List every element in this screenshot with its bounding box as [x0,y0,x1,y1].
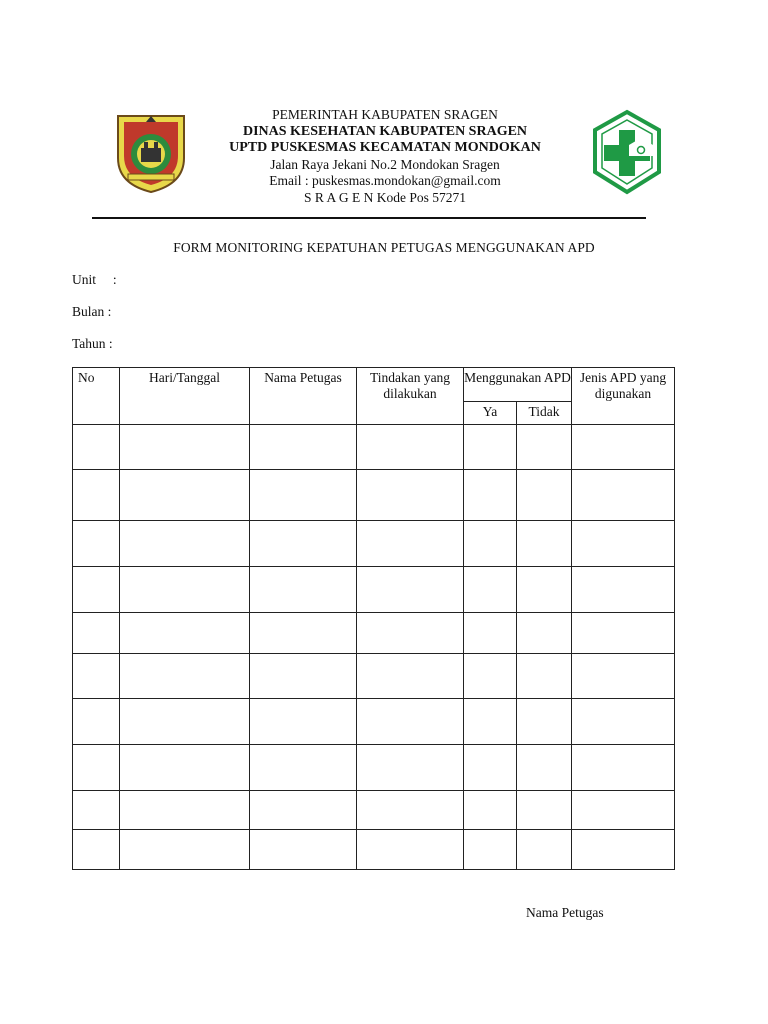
table-row [73,745,675,791]
table-cell [517,425,572,470]
table-cell [357,830,464,870]
table-row [73,470,675,521]
table-row [73,654,675,699]
table-cell [73,521,120,567]
table-cell [73,425,120,470]
table-cell [250,613,357,654]
postal-code: S R A G E N Kode Pos 57271 [303,189,467,205]
table-cell [517,791,572,830]
table-cell [517,699,572,745]
header-jenis-apd: Jenis APD yang digunakan [572,368,675,425]
signature-label: Nama Petugas [526,905,604,920]
table-cell [357,791,464,830]
table-cell [357,567,464,613]
puskesmas-name: UPTD PUSKESMAS KECAMATAN MONDOKAN [229,140,541,155]
table-cell [120,521,250,567]
tahun-field-label: Tahun : [72,336,113,351]
table-cell [73,791,120,830]
table-cell [517,745,572,791]
table-cell [73,654,120,699]
table-cell [73,745,120,791]
table-cell [120,699,250,745]
health-office-name: DINAS KESEHATAN KABUPATEN SRAGEN [242,123,528,139]
table-cell [464,470,517,521]
table-cell [572,567,675,613]
table-cell [517,613,572,654]
header-hari-tanggal: Hari/Tanggal [120,368,250,425]
table-cell [357,425,464,470]
table-cell [120,830,250,870]
table-cell [572,830,675,870]
table-cell [517,567,572,613]
table-cell [250,654,357,699]
sragen-emblem-icon [110,108,192,194]
table-cell [464,567,517,613]
table-body [73,425,675,870]
table-cell [357,613,464,654]
table-cell [517,470,572,521]
puskesmas-cross-icon [583,108,671,196]
table-cell [464,699,517,745]
table-cell [517,654,572,699]
table-cell [120,567,250,613]
table-cell [120,745,250,791]
table-cell [250,699,357,745]
table-cell [357,699,464,745]
bulan-field-label: Bulan : [72,304,112,319]
table-cell [464,425,517,470]
table-cell [250,830,357,870]
table-cell [120,613,250,654]
table-cell [517,521,572,567]
table-cell [572,745,675,791]
table-cell [120,791,250,830]
form-title: FORM MONITORING KEPATUHAN PETUGAS MENGGUNAKAN APD [173,240,595,255]
puskesmas-logo [583,108,671,196]
header-no: No [73,368,120,425]
table-cell [464,791,517,830]
letterhead [190,107,580,206]
table-cell [250,745,357,791]
table-cell [250,567,357,613]
table-cell [357,654,464,699]
email: Email : puskesmas.mondokan@gmail.com [269,173,501,188]
table-row [73,521,675,567]
table-row [73,425,675,470]
table-cell [464,745,517,791]
table-cell [73,567,120,613]
table-cell [572,791,675,830]
table-cell [120,470,250,521]
table-cell [572,521,675,567]
table-row [73,567,675,613]
table-cell [250,425,357,470]
table-cell [73,699,120,745]
table-cell [464,654,517,699]
table-cell [572,425,675,470]
header-ya: Ya [464,402,517,425]
table-cell [517,830,572,870]
table-cell [572,470,675,521]
monitoring-table [72,367,675,870]
table-cell [357,521,464,567]
table-row [73,699,675,745]
table-cell [464,613,517,654]
table-cell [73,470,120,521]
table-cell [250,791,357,830]
table-cell [572,654,675,699]
header-tindakan: Tindakan yang dilakukan [357,368,464,425]
table-cell [464,830,517,870]
table-row [73,791,675,830]
header-divider [92,217,646,219]
table-cell [250,521,357,567]
table-row [73,830,675,870]
table-cell [357,745,464,791]
table-cell [250,470,357,521]
table-cell [120,425,250,470]
unit-field-label: Unit : [72,272,117,287]
gov-name: PEMERINTAH KABUPATEN SRAGEN [272,107,498,122]
header-nama-petugas: Nama Petugas [250,368,357,425]
header-tidak: Tidak [517,402,572,425]
table-cell [73,613,120,654]
table-cell [357,470,464,521]
table-row [73,613,675,654]
table-cell [572,699,675,745]
table-cell [572,613,675,654]
header-menggunakan-apd: Menggunakan APD [464,368,572,402]
table-cell [120,654,250,699]
address: Jalan Raya Jekani No.2 Mondokan Sragen [270,156,500,172]
sragen-emblem-logo [110,108,192,194]
table-cell [73,830,120,870]
table-cell [464,521,517,567]
